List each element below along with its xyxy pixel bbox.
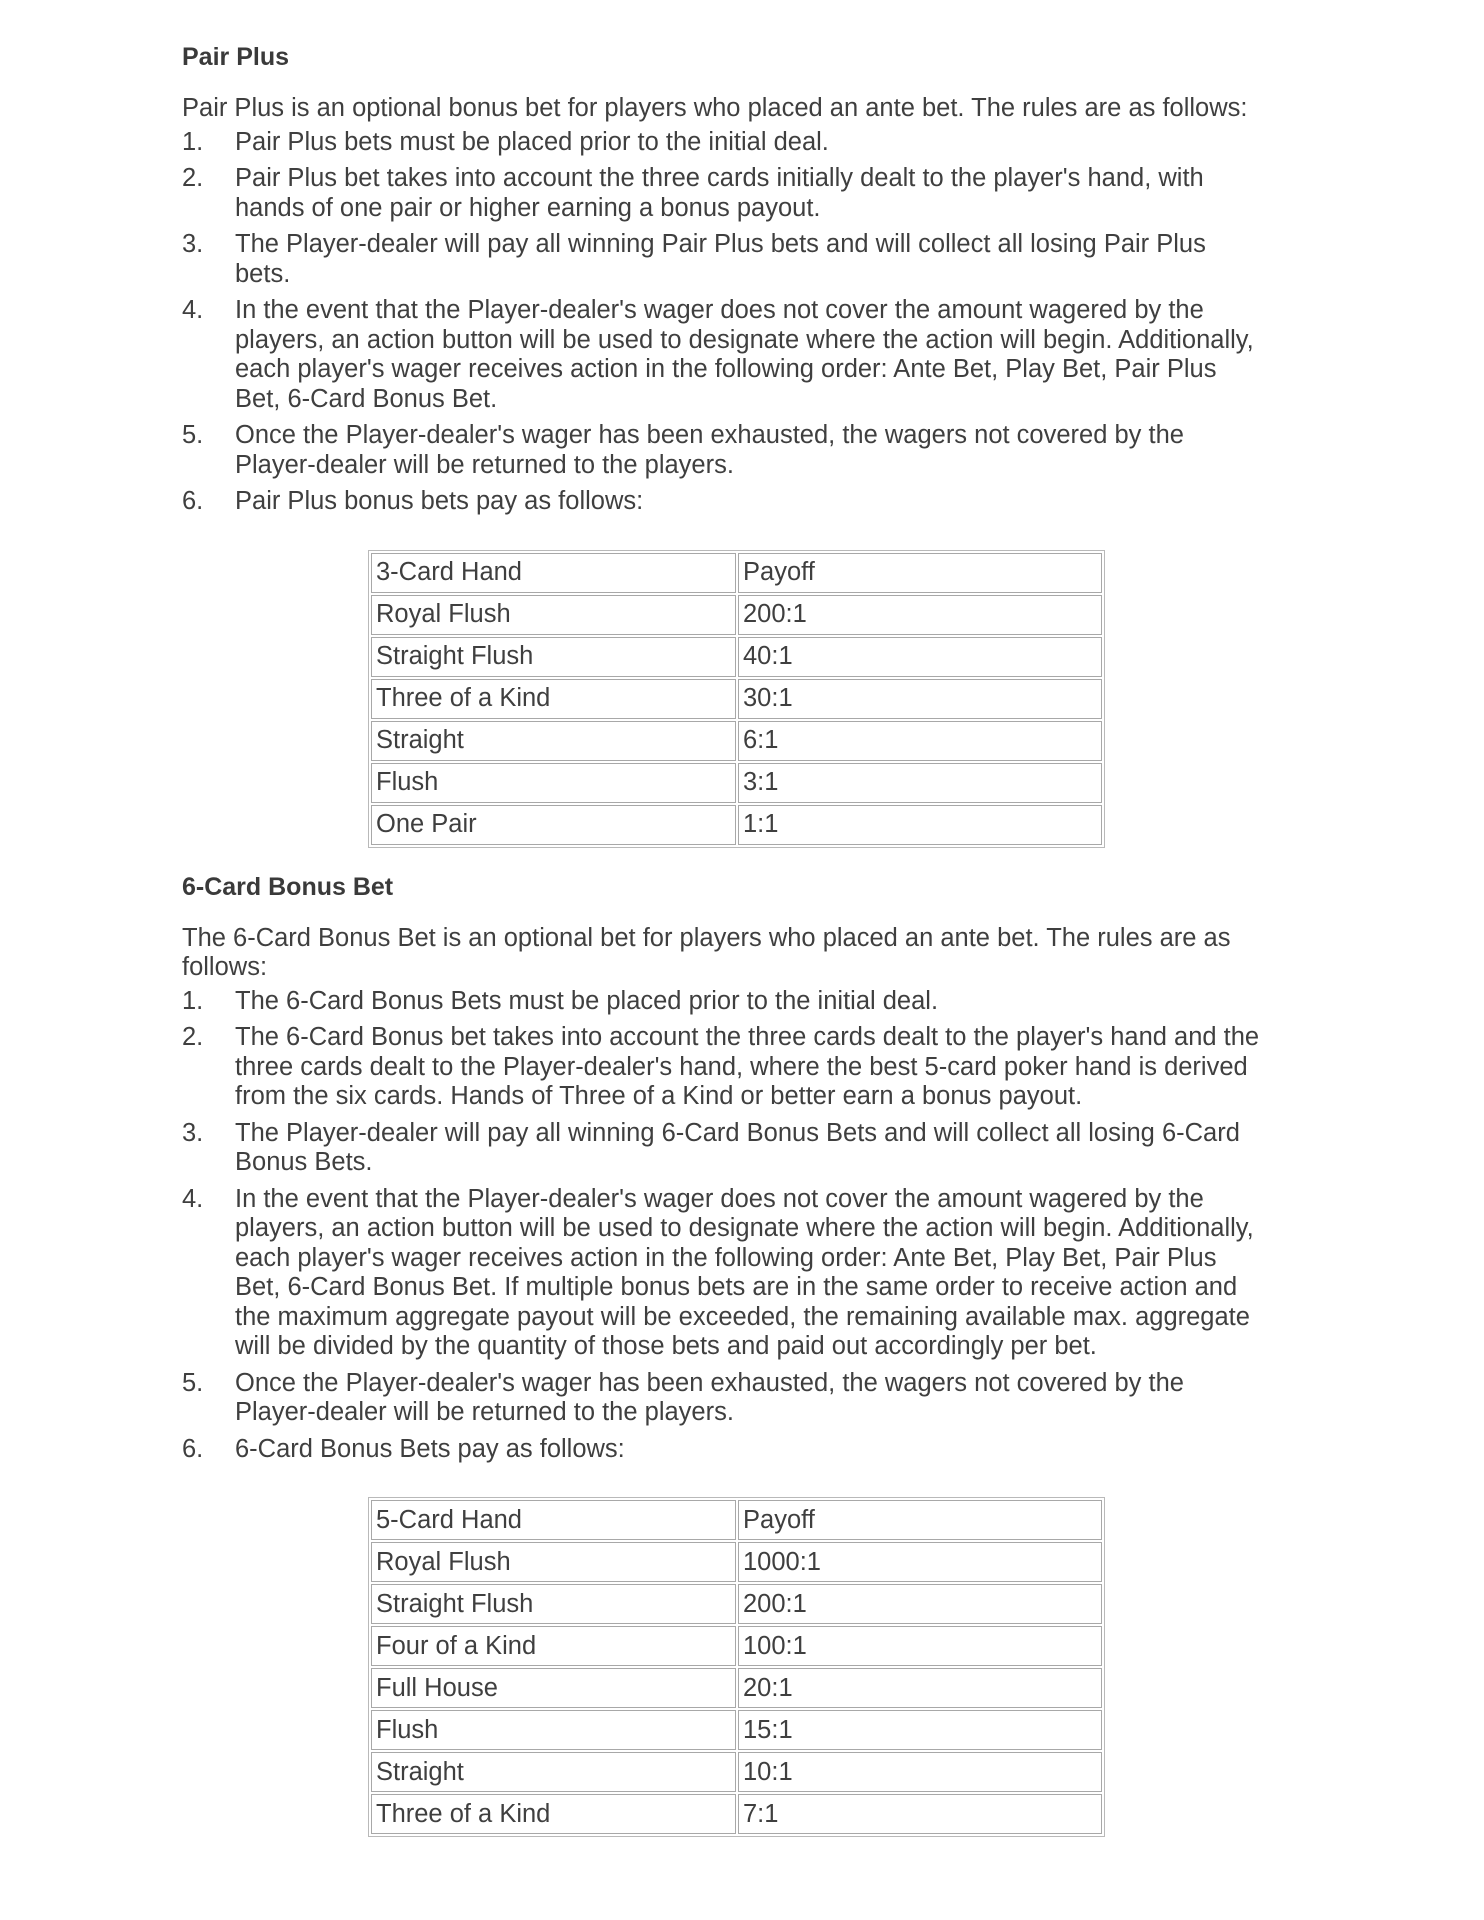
table-cell-payoff: 15:1 [738, 1710, 1102, 1750]
table-cell-payoff: 6:1 [738, 721, 1102, 761]
table-row [371, 805, 1102, 845]
list-item [182, 1185, 1265, 1362]
payout-table-pair-plus [368, 550, 1105, 848]
list-item [182, 1369, 1265, 1428]
table-cell-hand: Straight Flush [371, 637, 736, 677]
list-item [182, 1435, 1265, 1465]
table-cell-payoff: 1000:1 [738, 1542, 1102, 1582]
list-item-text: In the event that the Player-dealer's wager does not cover the amount wagered by the players, an action button will be used to designate where the action will begin. Additionally, each player's wager receives action in the following order: Ante Bet, Play Bet, Pair Plus Bet, 6-Card Bonus Bet. [235, 296, 1254, 413]
table-cell-payoff: 3:1 [738, 763, 1102, 803]
table-cell-payoff: 30:1 [738, 679, 1102, 719]
table-row [371, 1668, 1102, 1708]
table-cell-hand: Three of a Kind [371, 679, 736, 719]
table-row [371, 1542, 1102, 1582]
list-number: 4. [182, 1184, 204, 1213]
table-cell-payoff: 100:1 [738, 1626, 1102, 1666]
table-cell-hand: Flush [371, 763, 736, 803]
table-row [371, 637, 1102, 677]
list-item [182, 128, 1265, 158]
table-cell-payoff: 20:1 [738, 1668, 1102, 1708]
table-header-row [371, 1500, 1102, 1540]
table-cell-payoff: 7:1 [738, 1794, 1102, 1834]
table-cell-hand: One Pair [371, 805, 736, 845]
rules-list-six-card-bonus [182, 987, 1302, 1465]
list-item [182, 230, 1265, 289]
table-row [371, 721, 1102, 761]
table-header-cell: Payoff [738, 1500, 1102, 1540]
list-item-text: Once the Player-dealer's wager has been exhausted, the wagers not covered by the Player-dealer will be returned to the players. [235, 421, 1184, 479]
list-item [182, 421, 1265, 480]
table-header-cell: Payoff [738, 553, 1102, 593]
table-header-cell: 5-Card Hand [371, 1500, 736, 1540]
list-item [182, 987, 1265, 1017]
table-header-cell: 3-Card Hand [371, 553, 736, 593]
table-cell-payoff: 200:1 [738, 595, 1102, 635]
list-item-text: Pair Plus bonus bets pay as follows: [235, 487, 644, 515]
table-cell-hand: Royal Flush [371, 1542, 736, 1582]
section-intro-pair-plus: Pair Plus is an optional bonus bet for players who placed an ante bet. The rules are as follows: [182, 94, 1248, 122]
list-item-text: Pair Plus bets must be placed prior to the initial deal. [235, 127, 829, 156]
list-number: 5. [182, 421, 204, 449]
list-number: 4. [182, 296, 204, 324]
list-item-text: 6-Card Bonus Bets pay as follows: [235, 1434, 625, 1463]
list-number: 3. [182, 1118, 204, 1147]
section-heading-six-card-bonus: 6-Card Bonus Bet [182, 872, 394, 901]
list-item [182, 1023, 1265, 1112]
list-item-text: The Player-dealer will pay all winning 6-Card Bonus Bets and will collect all losing 6-Card Bonus Bets. [235, 1118, 1240, 1176]
table-cell-hand: Flush [371, 1710, 736, 1750]
table-row [371, 595, 1102, 635]
table-cell-hand: Full House [371, 1668, 736, 1708]
list-item-text: Once the Player-dealer's wager has been exhausted, the wagers not covered by the Player-dealer will be returned to the players. [235, 1368, 1184, 1426]
table-cell-hand: Straight [371, 721, 736, 761]
list-item [182, 487, 1265, 517]
list-number: 6. [182, 487, 204, 515]
table-cell-hand: Royal Flush [371, 595, 736, 635]
section-intro-six-card-bonus: The 6-Card Bonus Bet is an optional bet for players who placed an ante bet. The rules are as follows: [182, 923, 1231, 981]
list-number: 3. [182, 230, 204, 258]
table-row [371, 1584, 1102, 1624]
table-cell-payoff: 200:1 [738, 1584, 1102, 1624]
table-row [371, 763, 1102, 803]
table-cell-payoff: 1:1 [738, 805, 1102, 845]
section-heading-pair-plus: Pair Plus [182, 43, 289, 71]
payout-table-six-card-bonus [368, 1497, 1105, 1837]
list-number: 2. [182, 164, 204, 192]
table-row [371, 1626, 1102, 1666]
rules-list-pair-plus [182, 128, 1302, 517]
table-row [371, 1752, 1102, 1792]
table-row [371, 1710, 1102, 1750]
list-number: 1. [182, 127, 204, 156]
table-cell-hand: Three of a Kind [371, 1794, 736, 1834]
list-item-text: In the event that the Player-dealer's wager does not cover the amount wagered by the players, an action button will be used to designate where the action will begin. Additionally, each player's wager receives action in the following order: Ante Bet, Play Bet, Pair Plus Bet, 6-Card Bonus Bet. If multiple bonus bets are in the same order to receive action and the maximum aggregate payout will be exceeded, the remaining available max. aggregate will be divided by the quantity of those bets and paid out accordingly per bet. [235, 1184, 1254, 1360]
list-number: 1. [182, 986, 204, 1015]
list-number: 6. [182, 1434, 204, 1463]
list-item [182, 164, 1265, 223]
table-cell-hand: Four of a Kind [371, 1626, 736, 1666]
list-item [182, 1119, 1265, 1178]
list-item-text: Pair Plus bet takes into account the three cards initially dealt to the player's hand, with hands of one pair or higher earning a bonus payout. [235, 164, 1204, 222]
table-row [371, 1794, 1102, 1834]
list-item [182, 296, 1265, 414]
table-cell-payoff: 10:1 [738, 1752, 1102, 1792]
list-number: 5. [182, 1368, 204, 1397]
list-item-text: The 6-Card Bonus Bets must be placed prior to the initial deal. [235, 986, 939, 1015]
table-row [371, 679, 1102, 719]
list-item-text: The Player-dealer will pay all winning Pair Plus bets and will collect all losing Pair Plus bets. [235, 230, 1206, 288]
table-cell-payoff: 40:1 [738, 637, 1102, 677]
list-item-text: The 6-Card Bonus bet takes into account the three cards dealt to the player's hand and the three cards dealt to the Player-dealer's hand, where the best 5-card poker hand is derived from the six cards. Hands of Three of a Kind or better earn a bonus payout. [235, 1023, 1260, 1110]
list-number: 2. [182, 1023, 204, 1051]
document-page [182, 40, 1302, 1837]
table-cell-hand: Straight [371, 1752, 736, 1792]
table-header-row [371, 553, 1102, 593]
table-cell-hand: Straight Flush [371, 1584, 736, 1624]
